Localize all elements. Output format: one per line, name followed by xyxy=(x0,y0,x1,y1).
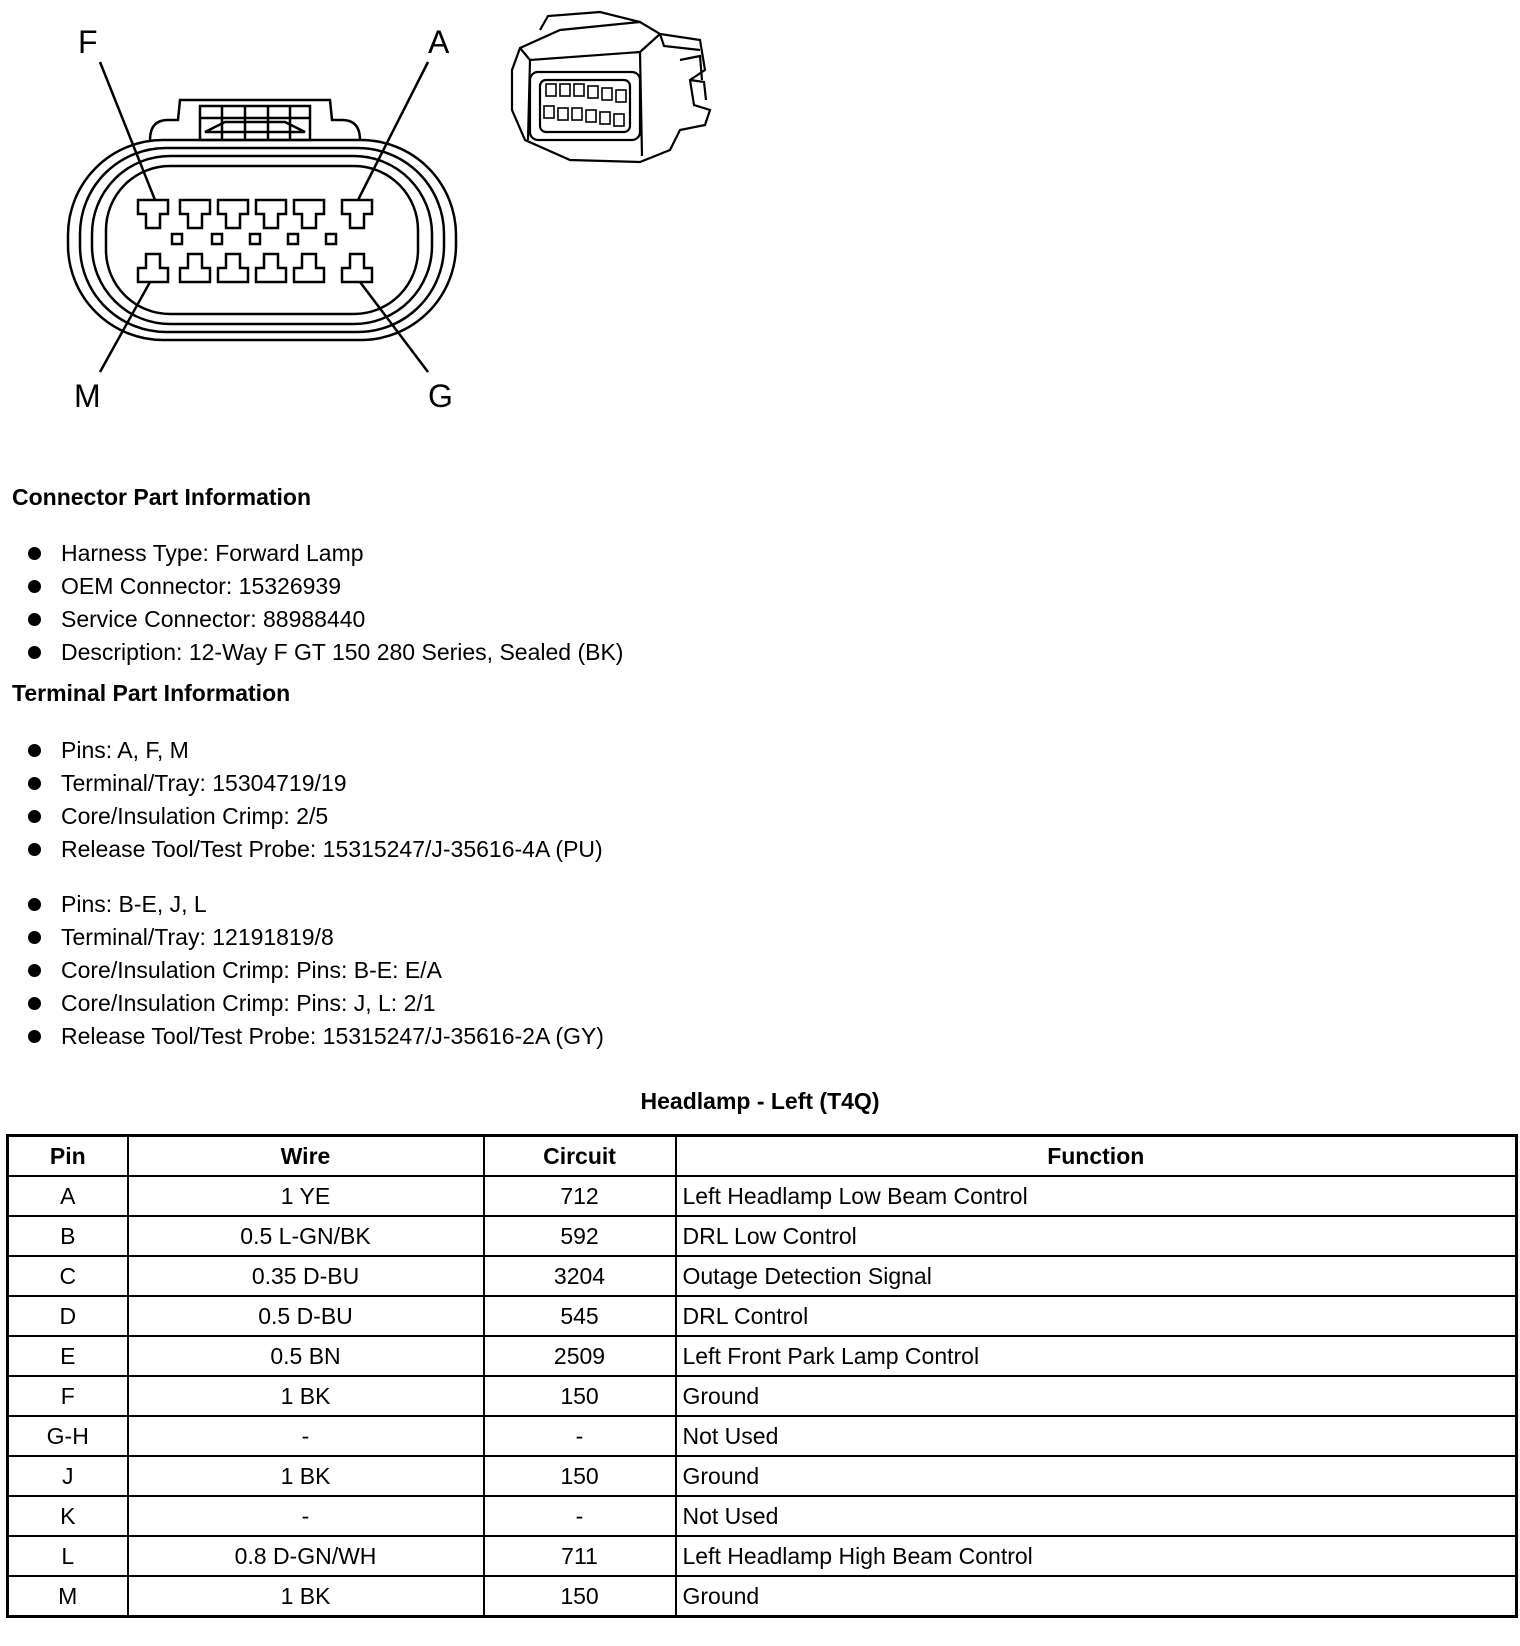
table-row xyxy=(8,1456,1517,1496)
list-item: Terminal/Tray: 15304719/19 xyxy=(28,767,603,800)
list-item: Core/Insulation Crimp: Pins: B-E: E/A xyxy=(28,954,604,987)
wire-cell: 0.5 L-GN/BK xyxy=(128,1216,484,1256)
pin-cell: B xyxy=(8,1216,128,1256)
column-header-function: Function xyxy=(676,1136,1517,1177)
pin-label-g: G xyxy=(428,378,453,414)
table-body xyxy=(8,1176,1517,1617)
circuit-cell: 150 xyxy=(484,1456,676,1496)
circuit-cell: 3204 xyxy=(484,1256,676,1296)
pin-cell: J xyxy=(8,1456,128,1496)
function-cell: Left Headlamp High Beam Control xyxy=(676,1536,1517,1576)
list-item: Service Connector: 88988440 xyxy=(28,603,623,636)
circuit-cell: 712 xyxy=(484,1176,676,1216)
table-row xyxy=(8,1576,1517,1617)
pin-cell: M xyxy=(8,1576,128,1617)
function-cell: Left Front Park Lamp Control xyxy=(676,1336,1517,1376)
pin-cell: K xyxy=(8,1496,128,1536)
function-cell: Ground xyxy=(676,1376,1517,1416)
table-header-row xyxy=(8,1136,1517,1177)
table-row xyxy=(8,1536,1517,1576)
circuit-cell: 711 xyxy=(484,1536,676,1576)
function-cell: DRL Control xyxy=(676,1296,1517,1336)
pin-cell: G-H xyxy=(8,1416,128,1456)
wire-cell: 0.5 BN xyxy=(128,1336,484,1376)
table-title: Headlamp - Left (T4Q) xyxy=(640,1088,880,1114)
function-cell: Outage Detection Signal xyxy=(676,1256,1517,1296)
table-row xyxy=(8,1336,1517,1376)
list-item: Pins: A, F, M xyxy=(28,734,603,767)
pin-table xyxy=(6,1134,1518,1618)
table-row xyxy=(8,1296,1517,1336)
circuit-cell: 150 xyxy=(484,1376,676,1416)
circuit-cell: - xyxy=(484,1416,676,1456)
function-cell: Ground xyxy=(676,1576,1517,1617)
circuit-cell: 592 xyxy=(484,1216,676,1256)
wire-cell: 1 BK xyxy=(128,1456,484,1496)
pin-cell: D xyxy=(8,1296,128,1336)
wire-cell: 1 BK xyxy=(128,1376,484,1416)
function-cell: Not Used xyxy=(676,1416,1517,1456)
wire-cell: 1 BK xyxy=(128,1576,484,1617)
function-cell: Ground xyxy=(676,1456,1517,1496)
wire-cell: 1 YE xyxy=(128,1176,484,1216)
list-item: Terminal/Tray: 12191819/8 xyxy=(28,921,604,954)
pin-cell: E xyxy=(8,1336,128,1376)
connector-face-drawing xyxy=(0,0,760,430)
list-item: Harness Type: Forward Lamp xyxy=(28,537,623,570)
connector-diagram xyxy=(0,0,760,430)
list-item: Core/Insulation Crimp: Pins: J, L: 2/1 xyxy=(28,987,604,1020)
list-item: Pins: B-E, J, L xyxy=(28,888,604,921)
terminal-info-group-1 xyxy=(28,734,603,866)
table-row xyxy=(8,1256,1517,1296)
circuit-cell: 150 xyxy=(484,1576,676,1617)
table-row xyxy=(8,1496,1517,1536)
wire-cell: 0.8 D-GN/WH xyxy=(128,1536,484,1576)
wire-cell: 0.35 D-BU xyxy=(128,1256,484,1296)
list-item: Core/Insulation Crimp: 2/5 xyxy=(28,800,603,833)
terminal-info-heading: Terminal Part Information xyxy=(12,680,291,706)
circuit-cell: - xyxy=(484,1496,676,1536)
list-item: Description: 12-Way F GT 150 280 Series, Sealed (BK) xyxy=(28,636,623,669)
pin-cell: A xyxy=(8,1176,128,1216)
pin-label-a: A xyxy=(428,24,450,60)
pin-cell: F xyxy=(8,1376,128,1416)
pin-cell: L xyxy=(8,1536,128,1576)
list-item: Release Tool/Test Probe: 15315247/J-35616-4A (PU) xyxy=(28,833,603,866)
connector-info-list xyxy=(28,537,623,669)
function-cell: Not Used xyxy=(676,1496,1517,1536)
table-row xyxy=(8,1416,1517,1456)
column-header-pin: Pin xyxy=(8,1136,128,1177)
wire-cell: 0.5 D-BU xyxy=(128,1296,484,1336)
table-row xyxy=(8,1216,1517,1256)
wire-cell: - xyxy=(128,1416,484,1456)
wire-cell: - xyxy=(128,1496,484,1536)
pin-label-m: M xyxy=(74,378,101,414)
column-header-wire: Wire xyxy=(128,1136,484,1177)
function-cell: Left Headlamp Low Beam Control xyxy=(676,1176,1517,1216)
column-header-circuit: Circuit xyxy=(484,1136,676,1177)
table-row xyxy=(8,1176,1517,1216)
list-item: Release Tool/Test Probe: 15315247/J-35616-2A (GY) xyxy=(28,1020,604,1053)
circuit-cell: 545 xyxy=(484,1296,676,1336)
pin-label-f: F xyxy=(78,24,98,60)
connector-info-heading: Connector Part Information xyxy=(12,484,312,510)
pin-cell: C xyxy=(8,1256,128,1296)
function-cell: DRL Low Control xyxy=(676,1216,1517,1256)
table-row xyxy=(8,1376,1517,1416)
circuit-cell: 2509 xyxy=(484,1336,676,1376)
terminal-info-group-2 xyxy=(28,888,604,1053)
list-item: OEM Connector: 15326939 xyxy=(28,570,623,603)
